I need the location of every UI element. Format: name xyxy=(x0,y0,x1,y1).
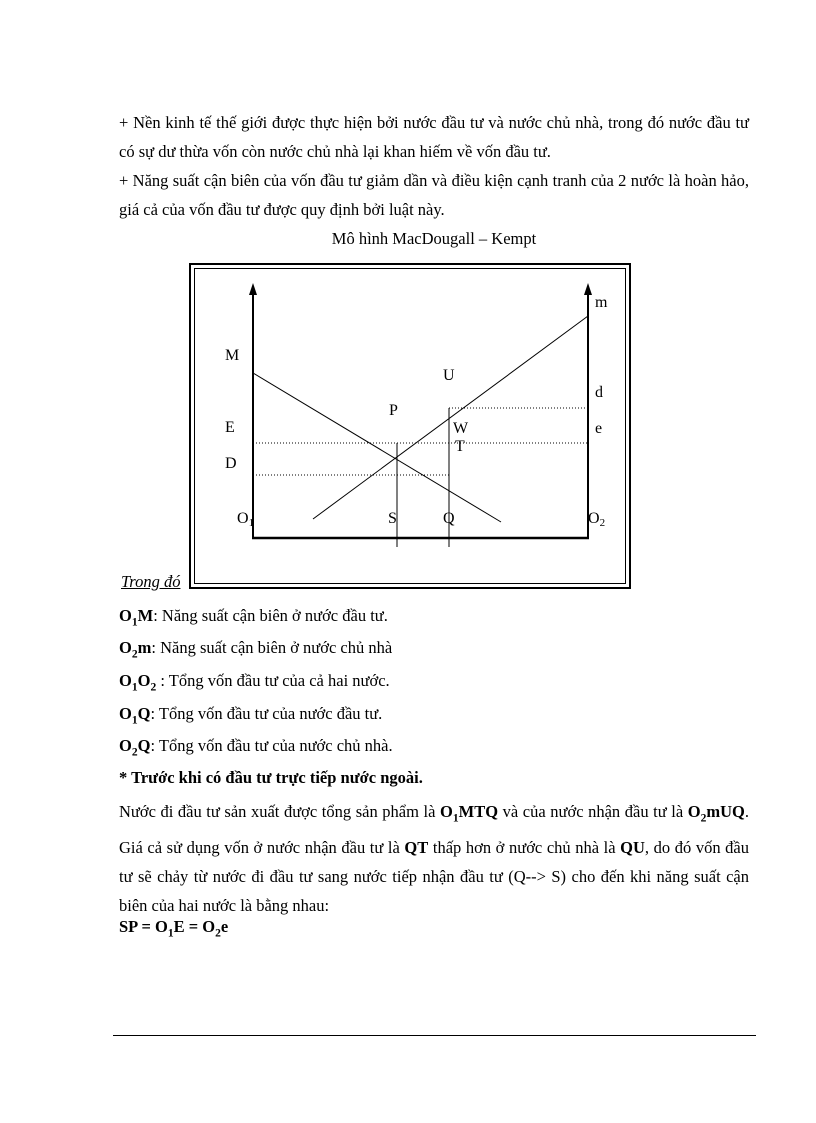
label-O1: O1 xyxy=(237,510,255,529)
label-P: P xyxy=(389,402,398,419)
label-d: d xyxy=(595,384,603,401)
label-e: e xyxy=(595,420,603,437)
legend-item-O1M: $O_1M$: Năng suất cận biên ở nước đầu tư. xyxy=(119,606,388,629)
legend-item-O1O2: $O_1O_2$ : Tổng vốn đầu tư của cả hai nước. xyxy=(119,671,390,694)
section-paragraph: Nước đi đầu tư sản xuất được tổng sản phẩm là $O_1MTQ$ và của nước nhận đầu tư là $O_2mUQ$. Giá cả sử dụng vốn ở nước nhận đầu tư là QT thấp hơn ở nước chủ nhà là QU, do đó vốn đầu tư sẽ chảy từ nước đi đầu tư sang nước tiếp nhận đầu tư (Q--> S) cho đến khi năng suất cận biên của hai nước là bằng nhau: xyxy=(119,802,749,916)
label-T: T xyxy=(455,438,465,455)
legend-item-O2Q: $O_2Q$: Tổng vốn đầu tư của nước chủ nhà. xyxy=(119,736,393,759)
label-O2: O2 xyxy=(588,510,606,529)
legend-item-O2m: $O_2m$: Năng suất cận biên ở nước chủ nhà xyxy=(119,638,393,661)
label-D: D xyxy=(225,455,237,472)
label-M: M xyxy=(225,347,240,364)
label-U: U xyxy=(443,367,455,384)
intro-paragraph-1: + Nền kinh tế thế giới được thực hiện bởi nước đầu tư và nước chủ nhà, trong đó nước đầu tư có sự dư thừa vốn còn nước chủ nhà lại khan hiếm về vốn đầu tư. xyxy=(119,113,749,161)
footer-rule xyxy=(113,1035,756,1036)
label-W: W xyxy=(453,420,469,437)
label-m: m xyxy=(595,294,608,311)
legend-item-O1Q: $O_1Q$: Tổng vốn đầu tư của nước đầu tư. xyxy=(119,704,383,727)
label-E: E xyxy=(225,419,235,436)
line-O2m xyxy=(313,316,588,519)
diagram-svg xyxy=(191,265,629,587)
label-Q: Q xyxy=(443,510,455,527)
section-heading: * Trước khi có đầu tư trực tiếp nước ngoài. xyxy=(119,768,423,787)
macdougall-kempt-figure xyxy=(189,263,631,589)
label-S: S xyxy=(388,510,397,527)
equation-SP: SP = $O_1E = O_2e$ xyxy=(119,917,229,940)
legend-heading: Trong đó xyxy=(121,572,181,591)
intro-paragraph-2: + Năng suất cận biên của vốn đầu tư giảm dần và điều kiện cạnh tranh của 2 nước là hoàn hảo, giá cả của vốn đầu tư được quy định bởi luật này. xyxy=(119,171,749,219)
left-axis-arrow xyxy=(249,283,257,295)
figure-caption: Mô hình MacDougall – Kempt xyxy=(331,229,537,248)
right-axis-arrow xyxy=(584,283,592,295)
